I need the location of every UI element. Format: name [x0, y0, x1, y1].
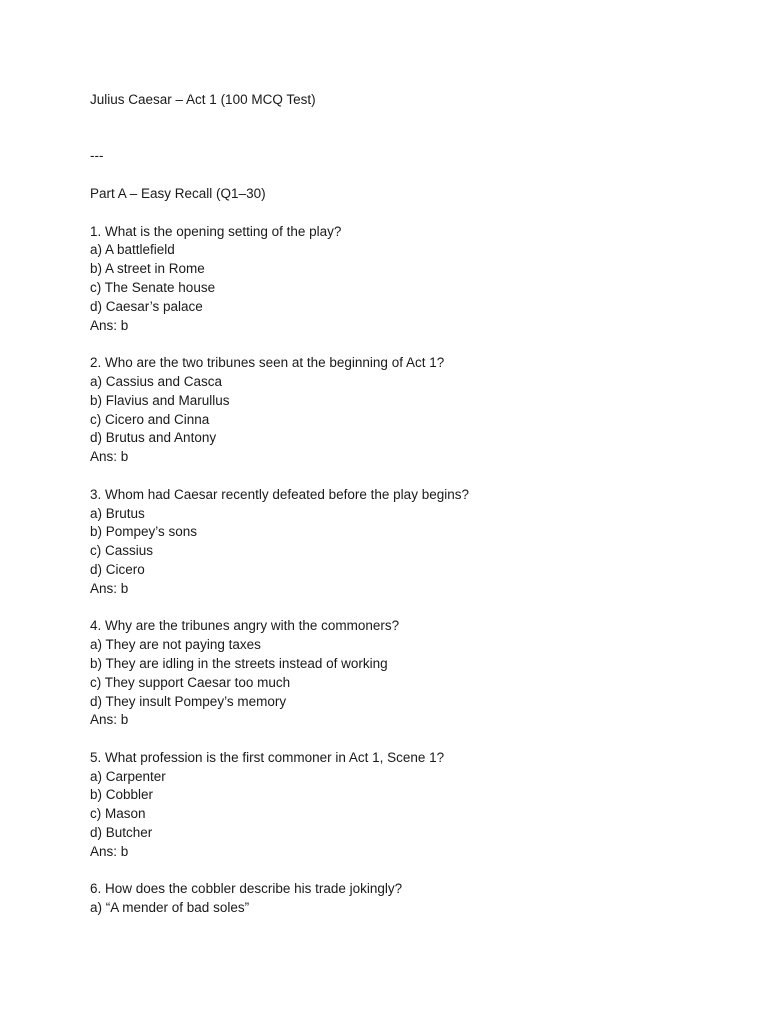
option-b: b) They are idling in the streets instead of working — [90, 655, 388, 671]
question-2 — [90, 354, 730, 467]
question-text: 6. How does the cobbler describe his trade jokingly? — [90, 881, 403, 897]
answer-text: Ans: b — [90, 449, 129, 465]
document-page — [90, 91, 730, 918]
option-c: c) The Senate house — [90, 279, 216, 295]
question-5 — [90, 749, 730, 862]
option-d: d) Cicero — [90, 561, 145, 577]
answer-text: Ans: b — [90, 843, 129, 859]
question-text: 1. What is the opening setting of the play? — [90, 223, 342, 239]
option-c: c) They support Caesar too much — [90, 674, 291, 690]
question-text: 5. What profession is the first commoner in Act 1, Scene 1? — [90, 749, 445, 765]
option-b: b) Cobbler — [90, 787, 154, 803]
question-6 — [90, 880, 730, 918]
option-c: c) Cassius — [90, 543, 154, 559]
question-1 — [90, 223, 730, 336]
question-text: 3. Whom had Caesar recently defeated before the play begins? — [90, 486, 469, 502]
answer-text: Ans: b — [90, 712, 129, 728]
question-4 — [90, 617, 730, 730]
question-text: 4. Why are the tribunes angry with the commoners? — [90, 618, 400, 634]
answer-text: Ans: b — [90, 580, 129, 596]
option-b: b) Pompey’s sons — [90, 524, 198, 540]
option-d: d) They insult Pompey’s memory — [90, 693, 287, 709]
question-text: 2. Who are the two tribunes seen at the beginning of Act 1? — [90, 355, 445, 371]
option-d: d) Brutus and Antony — [90, 430, 217, 446]
option-a: a) They are not paying taxes — [90, 637, 261, 653]
option-d: d) Butcher — [90, 825, 153, 841]
option-c: c) Cicero and Cinna — [90, 411, 210, 427]
separator-line: --- — [90, 148, 104, 164]
option-d: d) Caesar’s palace — [90, 298, 203, 314]
document-title: Julius Caesar – Act 1 (100 MCQ Test) — [90, 92, 316, 107]
answer-text: Ans: b — [90, 317, 129, 333]
option-a: a) “A mender of bad soles” — [90, 900, 250, 916]
question-3 — [90, 486, 730, 599]
option-a: a) A battlefield — [90, 242, 175, 258]
option-b: b) Flavius and Marullus — [90, 392, 230, 408]
part-heading: Part A – Easy Recall (Q1–30) — [90, 185, 266, 201]
option-a: a) Brutus — [90, 505, 145, 521]
option-c: c) Mason — [90, 806, 146, 822]
option-a: a) Cassius and Casca — [90, 373, 223, 389]
option-a: a) Carpenter — [90, 768, 166, 784]
question-list — [90, 223, 730, 918]
option-b: b) A street in Rome — [90, 261, 205, 277]
